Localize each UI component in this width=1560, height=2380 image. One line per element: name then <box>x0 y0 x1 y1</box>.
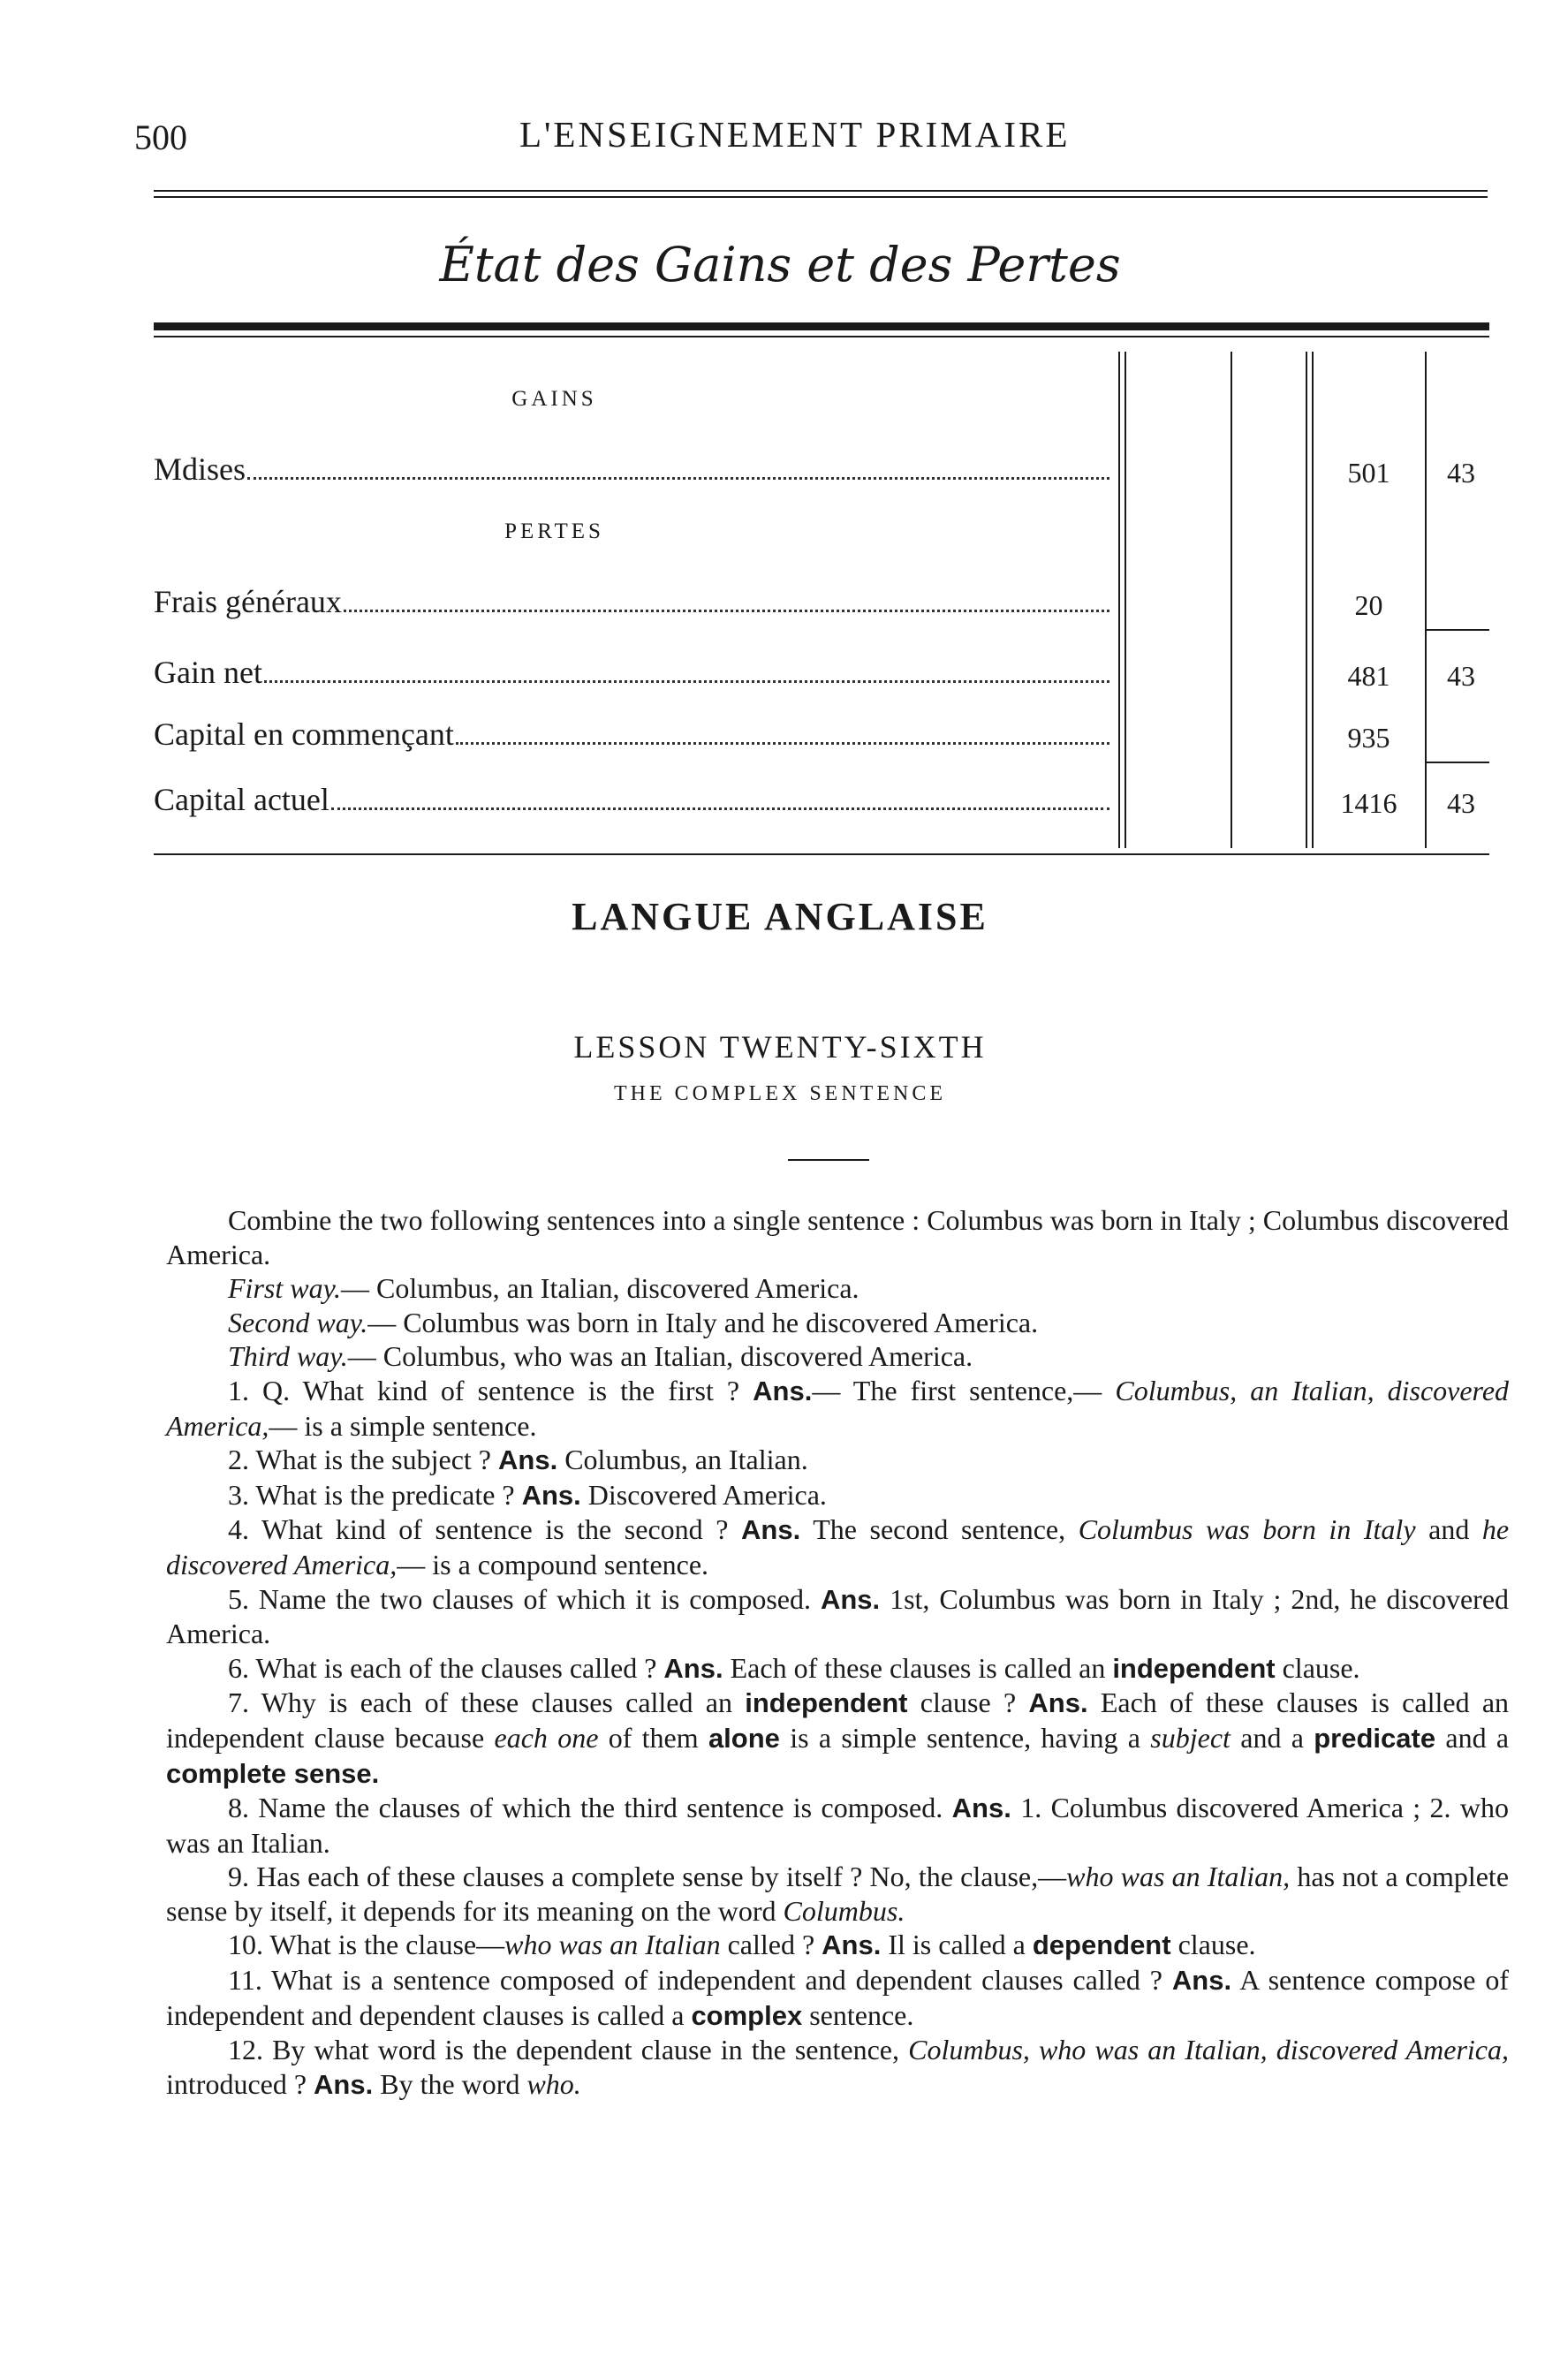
intro-paragraph: Combine the two following sentences into a single sentence : Columbus was born in Italy ; Columbus discovered America. <box>166 1204 1509 1270</box>
pertes-heading: PERTES <box>504 519 604 543</box>
ledger-column-line <box>1231 352 1232 848</box>
separator-rule <box>788 1159 869 1161</box>
gains-heading: GAINS <box>511 387 597 411</box>
question-7: 7. Why is each of these clauses called an independent clause ? Ans. Each of these clauses is called an independent clause because each one of them alone is a simple sentence, having a subject and a predicate and a complete sense. <box>166 1686 1510 1789</box>
lesson-title: LESSON TWENTY-SIXTH <box>573 1029 987 1065</box>
ledger-column-line <box>1306 352 1307 848</box>
first-way: First way.— Columbus, an Italian, discovered America. <box>228 1272 860 1305</box>
question-9: 9. Has each of these clauses a complete sense by itself ? No, the clause,—who was an Italian, has not a complete sense by itself, it depends for its meaning on the word Columbus. <box>166 1861 1510 1927</box>
ledger-column-line <box>1425 352 1427 848</box>
ledger-title: État des Gains et des Pertes <box>439 237 1121 292</box>
ledger-column-line <box>1125 352 1126 848</box>
ledger-row <box>154 781 1113 822</box>
ledger-row-label: Gain net <box>154 655 262 690</box>
dot-leader <box>344 610 1109 612</box>
ledger-row <box>154 583 1113 624</box>
lesson-subtitle: THE COMPLEX SENTENCE <box>614 1082 946 1105</box>
sum-rule <box>1426 629 1489 631</box>
ledger-amount: 481 <box>1347 660 1390 692</box>
section-heading: LANGUE ANGLAISE <box>572 895 988 938</box>
ledger-row-label: Mdises <box>154 451 246 487</box>
question-3: 3. What is the predicate ? Ans. Discovered America. <box>228 1478 827 1511</box>
ledger-amount: 935 <box>1347 722 1390 754</box>
second-way: Second way.— Columbus was born in Italy and he discovered America. <box>228 1306 1039 1338</box>
dot-leader <box>247 477 1109 480</box>
sum-rule <box>1426 762 1489 763</box>
ledger-cents: 43 <box>1447 787 1475 819</box>
lesson-text <box>166 1203 1509 2102</box>
ledger-thin-rule <box>154 336 1489 337</box>
dot-leader <box>456 742 1109 745</box>
ledger-row <box>154 654 1113 694</box>
ledger-cents: 43 <box>1447 660 1475 692</box>
ledger-row-label: Capital actuel <box>154 782 329 817</box>
ledger-row <box>154 716 1113 756</box>
question-4: 4. What kind of sentence is the second ? Ans. The second sentence, Columbus was born in Italy and he discovered America,— is a compound sentence. <box>166 1513 1510 1580</box>
question-1: 1. Q. What kind of sentence is the first ? Ans.— The first sentence,— Columbus, an Italian, discovered America,— is a simple sentence. <box>166 1374 1510 1442</box>
running-title: L'ENSEIGNEMENT PRIMAIRE <box>519 114 1071 155</box>
ledger-amount: 501 <box>1347 457 1390 489</box>
question-12: 12. By what word is the dependent clause in the sentence, Columbus, who was an Italian, discovered America, introduced ? Ans. By the word who. <box>166 2034 1510 2100</box>
ledger-row <box>154 451 1113 491</box>
page-number: 500 <box>134 117 187 157</box>
ledger-row-label: Capital en commençant <box>154 716 454 752</box>
ledger-cents: 43 <box>1447 457 1475 489</box>
question-6: 6. What is each of the clauses called ? Ans. Each of these clauses is called an independent clause. <box>228 1651 1360 1684</box>
ledger-bottom-rule <box>154 853 1489 855</box>
dot-leader <box>264 680 1109 683</box>
header-rule-bottom <box>154 196 1488 198</box>
header-rule-top <box>154 190 1488 192</box>
question-10: 10. What is the clause—who was an Italian called ? Ans. Il is called a dependent clause. <box>228 1929 1256 1961</box>
question-2: 2. What is the subject ? Ans. Columbus, an Italian. <box>228 1444 808 1476</box>
question-11: 11. What is a sentence composed of independent and dependent clauses called ? Ans. A sentence compose of independent and dependent clauses is called a complex sentence. <box>166 1964 1509 2031</box>
ledger-amount: 1416 <box>1340 787 1397 819</box>
question-5: 5. Name the two clauses of which it is composed. Ans. 1st, Columbus was born in Italy ; 2nd, he discovered America. <box>166 1582 1510 1650</box>
ledger-amount: 20 <box>1354 589 1383 621</box>
ledger-thick-rule <box>154 322 1489 330</box>
dot-leader <box>331 807 1109 810</box>
third-way: Third way.— Columbus, who was an Italian, discovered America. <box>228 1340 973 1373</box>
question-8: 8. Name the clauses of which the third sentence is composed. Ans. 1. Columbus discovered America ; 2. who was an Italian. <box>166 1792 1510 1859</box>
ledger-column-line <box>1118 352 1120 848</box>
ledger-row-label: Frais généraux <box>154 584 342 619</box>
